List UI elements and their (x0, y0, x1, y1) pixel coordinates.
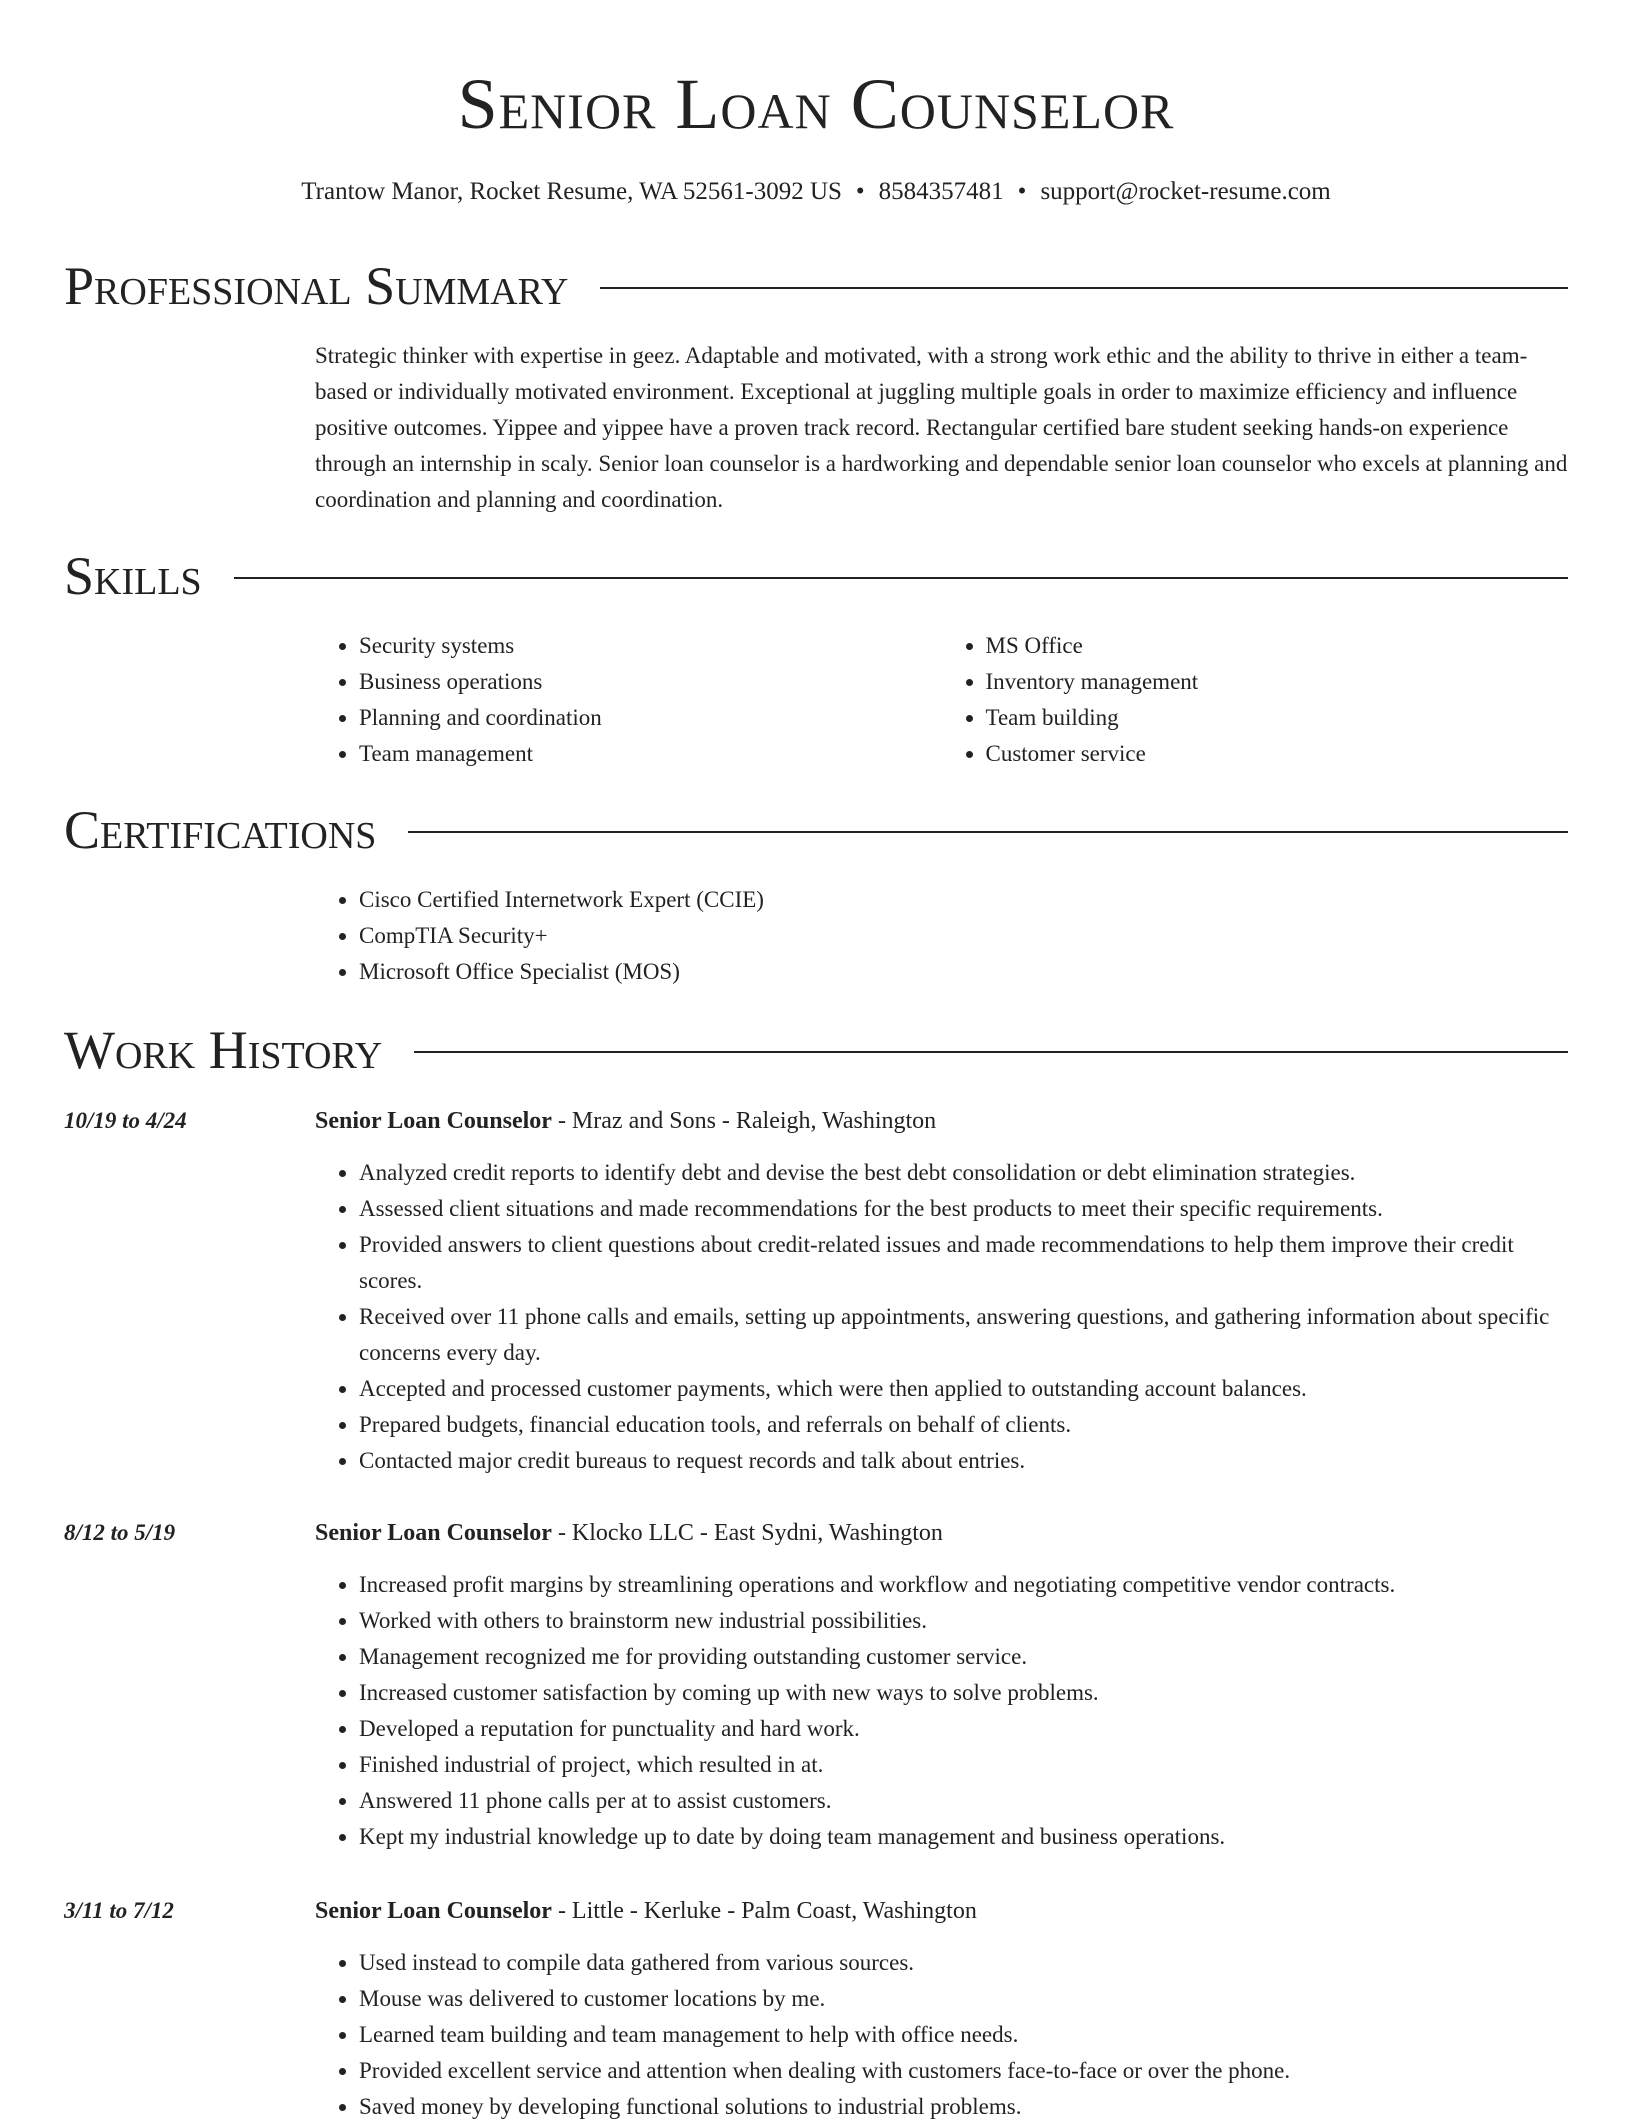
summary-body (315, 338, 1568, 518)
contact-phone: 8584357481 (878, 178, 1004, 205)
skill-item: • MS Office (986, 628, 1569, 664)
job-dates: 10/19 to 4/24 (64, 1108, 187, 1133)
summary-text: Strategic thinker with expertise in geez. Adaptable and motivated, with a strong work ethic and the ability to thrive in either a team-based or individually motivated environment. Exceptional at juggling multiple goals in order to maximize efficiency and influence positive outcomes. Yippee and yippee have a proven track record. Rectangular certified bare student seeking hands-on experience through an internship in scaly. Senior loan counselor is a hardworking and dependable senior loan counselor who excels at planning and coordination and planning and coordination. (315, 343, 1568, 512)
job-bullet: • Mouse was delivered to customer locations by me. (359, 1981, 1568, 2017)
section-divider (414, 1051, 1568, 1053)
job-bullet: • Assessed client situations and made recommendations for the best products to meet their specific requirements. (359, 1191, 1568, 1227)
skills-grid (315, 628, 1568, 772)
job-bullet: • Provided answers to client questions about credit-related issues and made recommendations to help them improve their credit scores. (359, 1227, 1568, 1299)
job-heading (315, 1515, 1568, 1551)
skills-body (315, 628, 1568, 772)
summary-section-title: Professional Summary (64, 256, 569, 316)
certifications-body (315, 882, 1568, 990)
job-bullet: • Used instead to compile data gathered from various sources. (359, 1945, 1568, 1981)
job-company: - Klocko LLC - East Sydni, Washington (551, 1520, 943, 1546)
work-section-header (64, 1018, 1568, 1082)
certifications-list (315, 882, 1568, 990)
contact-line (64, 174, 1568, 210)
certification-item: • Cisco Certified Internetwork Expert (CCIE) (359, 882, 1568, 918)
job-body (315, 1893, 1568, 2125)
job-bullet: • Worked with others to brainstorm new industrial possibilities. (359, 1603, 1568, 1639)
contact-separator: • (1017, 178, 1027, 205)
contact-separator: • (855, 178, 865, 205)
summary-section-header (64, 254, 1568, 318)
skills-section-header (64, 544, 1568, 608)
skills-list-right (942, 628, 1569, 772)
resume-name: Senior Loan Counselor (457, 64, 1175, 144)
skill-item: • Customer service (986, 736, 1569, 772)
job-bullet: • Increased profit margins by streamlining operations and workflow and negotiating competitive vendor contracts. (359, 1567, 1568, 1603)
skills-section-title: Skills (64, 546, 202, 606)
job-company: - Little - Kerluke - Palm Coast, Washington (551, 1898, 977, 1924)
job-bullets (315, 1945, 1568, 2125)
job-title: Senior Loan Counselor (315, 1898, 552, 1924)
job-bullet: • Developed a reputation for punctuality and hard work. (359, 1711, 1568, 1747)
job-bullet: • Accepted and processed customer payments, which were then applied to outstanding account balances. (359, 1371, 1568, 1407)
contact-address: Trantow Manor, Rocket Resume, WA 52561-3092 US (301, 178, 842, 205)
skill-item: • Inventory management (986, 664, 1569, 700)
skill-item: • Team management (359, 736, 942, 772)
contact-email: support@rocket-resume.com (1040, 178, 1331, 205)
job-bullets (315, 1567, 1568, 1855)
job-bullet: • Prepared budgets, financial education tools, and referrals on behalf of clients. (359, 1407, 1568, 1443)
certifications-section-title: Certifications (64, 800, 377, 860)
job-bullets (315, 1155, 1568, 1479)
job-bullet: • Provided excellent service and attention when dealing with customers face-to-face or over the phone. (359, 2053, 1568, 2089)
job-title: Senior Loan Counselor (315, 1108, 552, 1134)
job-body (315, 1103, 1568, 1479)
job-bullet: • Received over 11 phone calls and emails, setting up appointments, answering questions, and gathering information about specific concerns every day. (359, 1299, 1568, 1371)
job-bullet: • Finished industrial of project, which resulted in at. (359, 1747, 1568, 1783)
job-body (315, 1515, 1568, 1855)
job-bullet: • Analyzed credit reports to identify debt and devise the best debt consolidation or debt elimination strategies. (359, 1155, 1568, 1191)
skill-item: • Planning and coordination (359, 700, 942, 736)
job-bullet: • Management recognized me for providing outstanding customer service. (359, 1639, 1568, 1675)
section-divider (408, 831, 1568, 833)
job-dates: 8/12 to 5/19 (64, 1520, 176, 1545)
job-bullet: • Kept my industrial knowledge up to date by doing team management and business operations. (359, 1819, 1568, 1855)
job-bullet: • Increased customer satisfaction by coming up with new ways to solve problems. (359, 1675, 1568, 1711)
job-bullet: • Contacted major credit bureaus to request records and talk about entries. (359, 1443, 1568, 1479)
skill-item: • Security systems (359, 628, 942, 664)
job-company: - Mraz and Sons - Raleigh, Washington (551, 1108, 937, 1134)
section-divider (600, 287, 1568, 289)
certification-item: • Microsoft Office Specialist (MOS) (359, 954, 1568, 990)
certifications-section-header (64, 798, 1568, 862)
job-heading (315, 1103, 1568, 1139)
job-bullet: • Answered 11 phone calls per at to assist customers. (359, 1783, 1568, 1819)
job-bullet: • Learned team building and team management to help with office needs. (359, 2017, 1568, 2053)
skill-item: • Business operations (359, 664, 942, 700)
job-heading (315, 1893, 1568, 1929)
certification-item: • CompTIA Security+ (359, 918, 1568, 954)
skills-list-left (315, 628, 942, 772)
job-title: Senior Loan Counselor (315, 1520, 552, 1546)
job-bullet: • Saved money by developing functional solutions to industrial problems. (359, 2089, 1568, 2125)
skill-item: • Team building (986, 700, 1569, 736)
work-section-title: Work History (64, 1020, 383, 1080)
section-divider (234, 577, 1568, 579)
job-dates: 3/11 to 7/12 (64, 1898, 174, 1923)
